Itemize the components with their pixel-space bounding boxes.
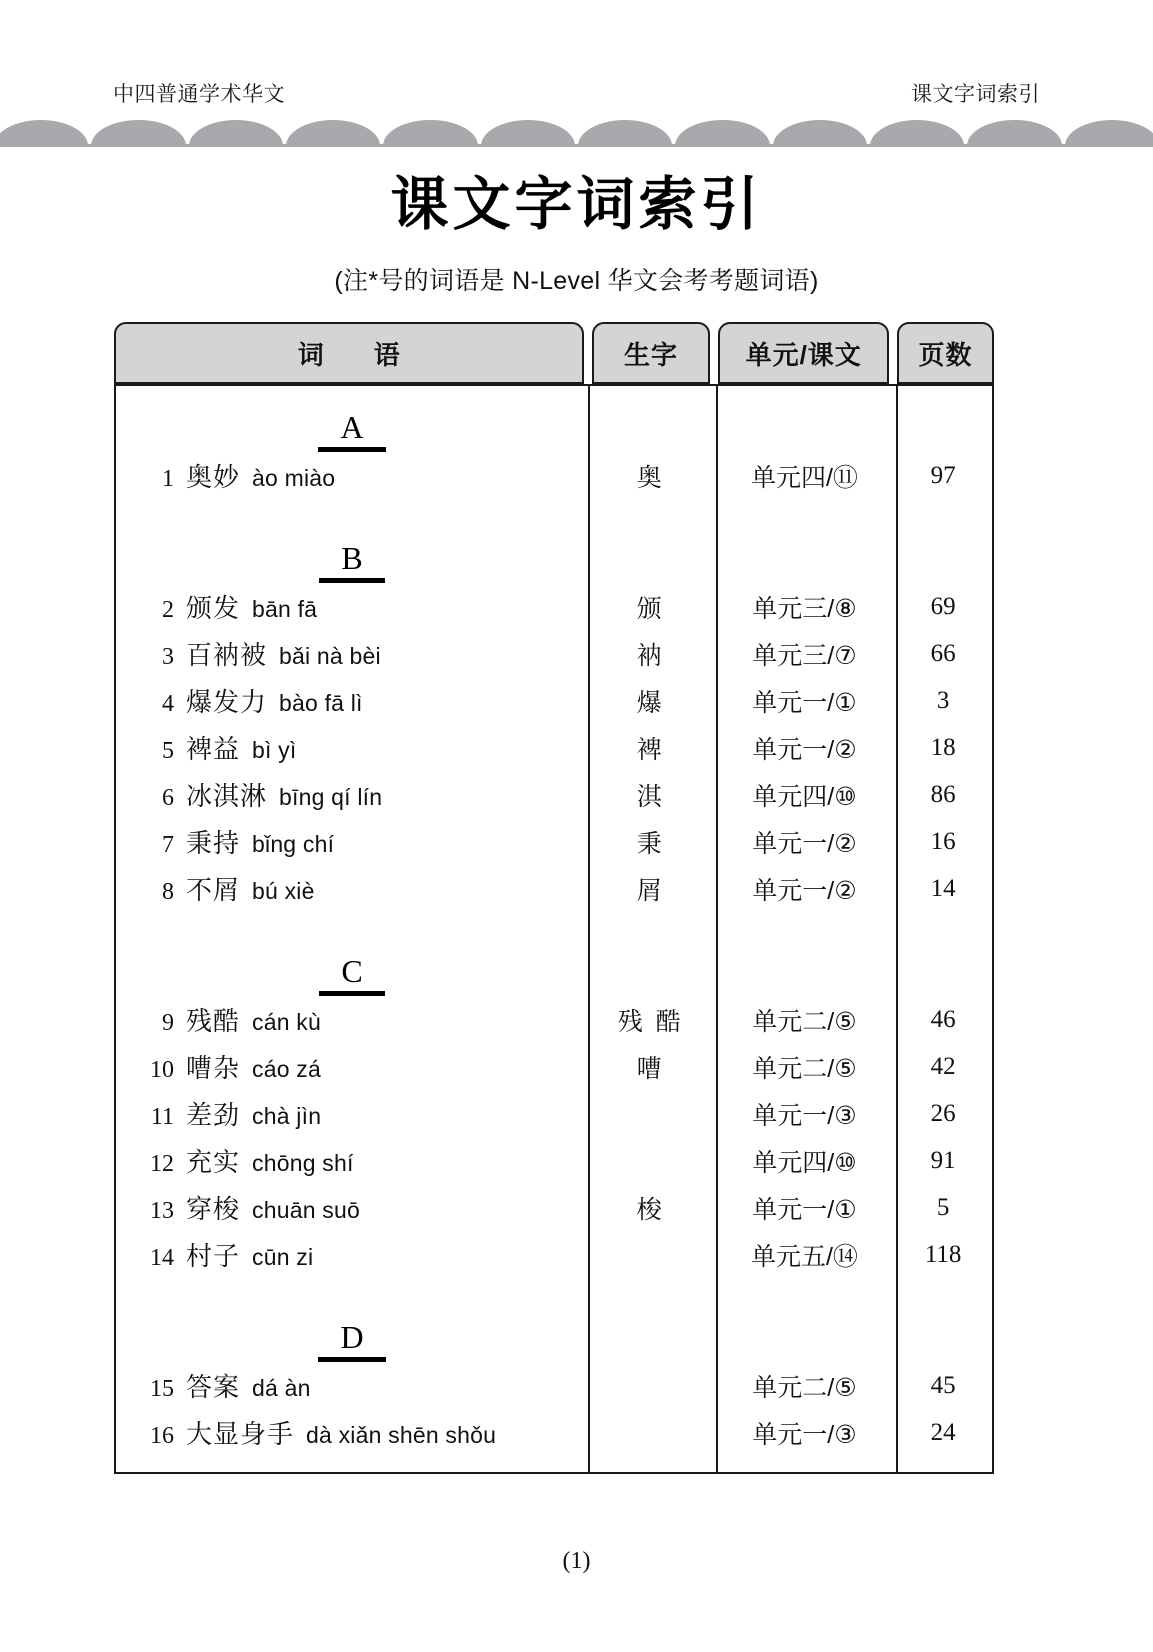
row-pinyin: bǐng chí: [252, 831, 335, 857]
index-table: [114, 322, 994, 1474]
cell-page-number: 69: [930, 592, 956, 620]
row-pinyin: cán kù: [252, 1009, 321, 1035]
section-letter-label: D: [318, 1320, 385, 1362]
scallop-arc: [0, 120, 88, 146]
row-word: 答案: [186, 1372, 241, 1402]
scallop-arc: [383, 120, 477, 146]
cell-page-number: 45: [930, 1371, 956, 1399]
scallop-arc: [1065, 120, 1153, 146]
cell-new-character: 嘈: [636, 1054, 665, 1083]
row-pinyin: chuān suō: [252, 1197, 360, 1223]
cell-unit-lesson: 单元二/⑤: [752, 1373, 857, 1402]
row-pinyin: bīng qí lín: [279, 784, 383, 810]
row-pinyin: bú xiè: [252, 878, 315, 904]
cell-word: [116, 588, 587, 625]
table-row: [116, 771, 992, 818]
cell-page-number: 66: [930, 639, 956, 667]
cell-page-number: 97: [930, 461, 956, 489]
row-index: 9: [162, 1010, 174, 1036]
cell-word: [116, 1095, 587, 1132]
table-rows-container: [116, 386, 992, 1474]
cell-unit-lesson: 单元一/②: [752, 829, 857, 858]
row-word: 残酷: [186, 1006, 241, 1036]
section-spacer: [116, 499, 992, 517]
row-index: 15: [150, 1376, 174, 1402]
page-running-header: [113, 78, 1040, 112]
cell-word: [116, 1001, 587, 1038]
table-row: [116, 452, 992, 499]
row-index: 3: [162, 644, 174, 670]
cell-unit-lesson: 单元一/①: [752, 688, 857, 717]
row-pinyin: chōng shí: [252, 1150, 354, 1176]
section-letter-label: C: [319, 954, 384, 996]
row-word: 村子: [186, 1241, 241, 1271]
row-index: 16: [150, 1423, 174, 1449]
column-header-unit: 单元/课文: [718, 322, 888, 384]
row-index: 5: [162, 738, 174, 764]
row-word: 差劲: [186, 1100, 241, 1130]
row-word: 奥妙: [186, 462, 241, 492]
table-row: [116, 1137, 992, 1184]
row-word: 爆发力: [186, 687, 268, 717]
scallop-arc: [286, 120, 380, 146]
row-index: 2: [162, 597, 174, 623]
row-word: 不屑: [186, 875, 241, 905]
cell-unit-lesson: 单元五/⑭: [750, 1242, 858, 1271]
table-row: [116, 1090, 992, 1137]
cell-word: [116, 1142, 587, 1179]
section-letter-A: [116, 386, 992, 452]
section-letter-C: [116, 930, 992, 996]
cell-page-number: 26: [930, 1099, 956, 1127]
row-index: 11: [150, 1104, 174, 1130]
cell-page-number: 46: [930, 1005, 956, 1033]
table-row: [116, 724, 992, 771]
row-index: 13: [150, 1198, 174, 1224]
row-index: 1: [162, 466, 174, 492]
row-pinyin: bǎi nà bèi: [279, 643, 381, 669]
column-header-word: [114, 322, 584, 384]
cell-new-character: 屑: [636, 876, 665, 905]
cell-word: [116, 682, 587, 719]
cell-unit-lesson: 单元一/①: [752, 1195, 857, 1224]
row-word: 穿梭: [186, 1194, 241, 1224]
header-left-text: 中四普通学术华文: [113, 83, 285, 106]
column-header-char: 生字: [592, 322, 711, 384]
section-spacer: [116, 1278, 992, 1296]
scallop-row: [0, 118, 1153, 146]
section-spacer: [116, 912, 992, 930]
row-pinyin: ào miào: [252, 465, 336, 491]
row-word: 裨益: [186, 734, 241, 764]
scallop-decoration: [0, 118, 1153, 150]
row-word: 嘈杂: [186, 1053, 241, 1083]
cell-new-character: 颁: [636, 594, 665, 623]
table-row: [116, 583, 992, 630]
cell-new-character: 秉: [636, 829, 665, 858]
cell-word: [116, 823, 587, 860]
row-index: 10: [150, 1057, 174, 1083]
table-row: [116, 1362, 992, 1409]
cell-unit-lesson: 单元二/⑤: [752, 1054, 857, 1083]
section-letter-label: A: [318, 410, 385, 452]
cell-new-character: 衲: [636, 641, 665, 670]
scallop-baseline-rule: [0, 144, 1153, 147]
row-word: 颁发: [186, 593, 241, 623]
page-subtitle: (注*号的词语是 N-Level 华文会考考题词语): [334, 266, 819, 295]
scallop-arc: [773, 120, 867, 146]
cell-page-number: 42: [930, 1052, 956, 1080]
row-index: 6: [162, 785, 174, 811]
table-row: [116, 865, 992, 912]
cell-word: [116, 635, 587, 672]
row-word: 冰淇淋: [186, 781, 268, 811]
row-word: 百衲被: [186, 640, 268, 670]
cell-unit-lesson: 单元一/③: [752, 1420, 857, 1449]
row-pinyin: chà jìn: [252, 1103, 322, 1129]
scallop-arc: [189, 120, 283, 146]
title-block: [0, 172, 1153, 297]
section-letter-label: B: [319, 541, 384, 583]
page-title: 课文字词索引: [390, 172, 763, 237]
table-row: [116, 996, 992, 1043]
scallop-arc: [967, 120, 1061, 146]
row-index: 4: [162, 691, 174, 717]
header-right-text: 课文字词索引: [911, 83, 1040, 106]
cell-page-number: 91: [930, 1146, 956, 1174]
cell-unit-lesson: 单元三/⑧: [752, 594, 857, 623]
row-pinyin: dà xiǎn shēn shǒu: [306, 1422, 497, 1448]
row-index: 8: [162, 879, 174, 905]
table-row: [116, 1184, 992, 1231]
scallop-arc: [870, 120, 964, 146]
scallop-arc: [481, 120, 575, 146]
cell-word: [116, 870, 587, 907]
cell-unit-lesson: 单元一/②: [752, 876, 857, 905]
table-row: [116, 677, 992, 724]
cell-new-character: 梭: [636, 1195, 665, 1224]
cell-unit-lesson: 单元四/⑩: [752, 1148, 857, 1177]
table-row: [116, 1231, 992, 1278]
cell-unit-lesson: 单元四/⑪: [750, 463, 858, 492]
cell-page-number: 18: [930, 733, 956, 761]
cell-word: [116, 1367, 587, 1404]
row-pinyin: cūn zi: [252, 1244, 314, 1270]
section-letter-wrap: [116, 954, 588, 996]
row-pinyin: bào fā lì: [279, 690, 363, 716]
cell-unit-lesson: 单元一/②: [752, 735, 857, 764]
table-row: [116, 1043, 992, 1090]
section-spacer: [116, 1456, 992, 1474]
cell-new-character: 淇: [636, 782, 665, 811]
section-letter-wrap: [116, 541, 588, 583]
cell-word: [116, 1189, 587, 1226]
row-index: 12: [150, 1151, 174, 1177]
table-header-row: [114, 322, 994, 384]
column-header-word-label: 词 语: [297, 339, 412, 370]
row-pinyin: dá àn: [252, 1375, 311, 1401]
scallop-arc: [91, 120, 185, 146]
table-body: [114, 384, 994, 1474]
section-letter-wrap: [116, 1320, 588, 1362]
section-letter-D: [116, 1296, 992, 1362]
cell-word: [116, 776, 587, 813]
scallop-arc: [675, 120, 769, 146]
section-letter-wrap: [116, 410, 588, 452]
row-word: 大显身手: [186, 1419, 295, 1449]
cell-unit-lesson: 单元二/⑤: [752, 1007, 857, 1036]
cell-page-number: 3: [936, 686, 950, 714]
column-header-page: 页数: [897, 322, 994, 384]
cell-new-character: 残 酷: [617, 1007, 684, 1036]
cell-page-number: 86: [930, 780, 956, 808]
cell-word: [116, 1236, 587, 1273]
scallop-arc: [578, 120, 672, 146]
cell-word: [116, 729, 587, 766]
cell-new-character: 爆: [636, 688, 665, 717]
row-word: 秉持: [186, 828, 241, 858]
cell-page-number: 14: [930, 874, 956, 902]
cell-page-number: 118: [924, 1240, 962, 1268]
row-word: 充实: [186, 1147, 241, 1177]
cell-unit-lesson: 单元三/⑦: [752, 641, 857, 670]
cell-word: [116, 1048, 587, 1085]
table-row: [116, 1409, 992, 1456]
cell-page-number: 16: [930, 827, 956, 855]
cell-page-number: 5: [936, 1193, 950, 1221]
cell-unit-lesson: 单元一/③: [752, 1101, 857, 1130]
table-row: [116, 630, 992, 677]
row-index: 7: [162, 832, 174, 858]
cell-new-character: 裨: [636, 735, 665, 764]
table-row: [116, 818, 992, 865]
cell-unit-lesson: 单元四/⑩: [752, 782, 857, 811]
page-footer: (1): [562, 1548, 591, 1574]
row-pinyin: bì yì: [252, 737, 297, 763]
cell-page-number: 24: [930, 1418, 956, 1446]
row-index: 14: [150, 1245, 174, 1271]
row-pinyin: cáo zá: [252, 1056, 321, 1082]
cell-word: [116, 457, 587, 494]
section-letter-B: [116, 517, 992, 583]
row-pinyin: bān fā: [252, 596, 318, 622]
cell-word: [116, 1414, 587, 1451]
cell-new-character: 奥: [636, 463, 665, 492]
